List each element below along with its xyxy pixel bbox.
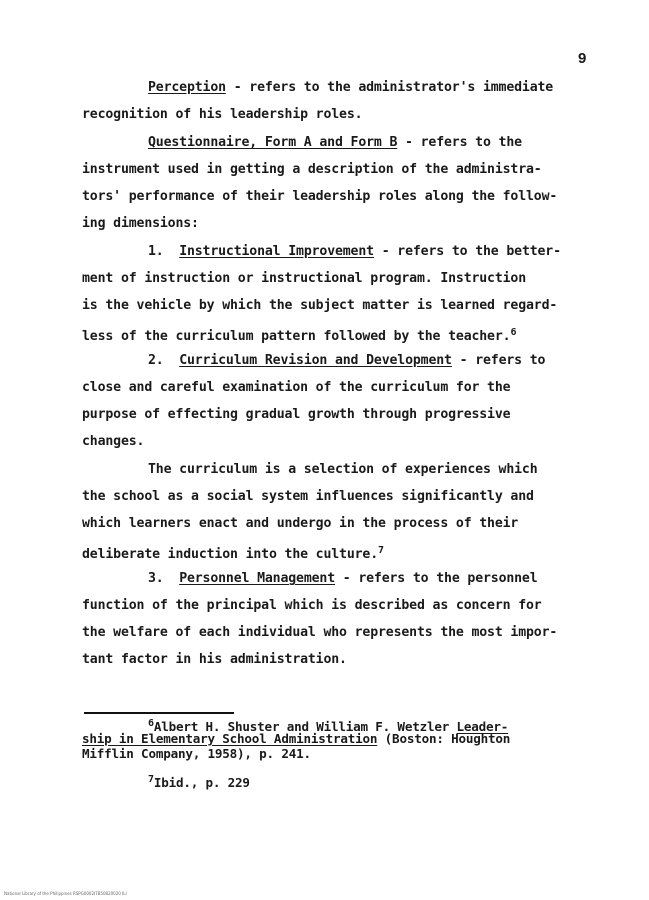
item3-number: 3.	[148, 571, 164, 586]
term-personnel-management: Personnel Management	[179, 571, 335, 586]
item1-line-3: is the vehicle by which the subject matter is learned regard-	[82, 298, 558, 313]
scan-footer: National Library of the Philippines RSPG0002I7B50820020 ILI	[4, 891, 127, 896]
term-instructional-improvement: Instructional Improvement	[179, 244, 374, 259]
footnote-6-line-2: ship in Elementary School Administration (Boston: Houghton	[82, 731, 511, 746]
footnote-separator	[84, 712, 234, 714]
questionnaire-line-1: Questionnaire, Form A and Form B - refers to the	[148, 135, 522, 150]
item3-line-2: function of the principal which is described as concern for	[82, 598, 542, 613]
questionnaire-line-4: ing dimensions:	[82, 216, 199, 231]
questionnaire-line-2: instrument used in getting a description of the administra-	[82, 162, 542, 177]
term-curriculum-revision: Curriculum Revision and Development	[179, 353, 452, 368]
item2-line-3: purpose of effecting gradual growth through progressive	[82, 407, 511, 422]
item3-line-4: tant factor in his administration.	[82, 652, 347, 667]
footnote-ref-6: 6	[510, 327, 517, 338]
footnote-ref-7: 7	[378, 545, 384, 556]
footnote-6-line-3: Mifflin Company, 1958), p. 241.	[82, 746, 311, 761]
questionnaire-line-3: tors' performance of their leadership roles along the follow-	[82, 189, 558, 204]
term-questionnaire: Questionnaire, Form A and Form B	[148, 135, 398, 150]
term-perception: Perception	[148, 80, 226, 95]
curriculum-line-2: the school as a social system influences significantly and	[82, 489, 534, 504]
footnote-7: $^7$Ibid., p. 229	[148, 774, 250, 790]
item2-line-4: changes.	[82, 434, 145, 449]
item1-line-2: ment of instruction or instructional program. Instruction	[82, 271, 527, 286]
item1-number: 1.	[148, 244, 164, 259]
perception-line-2: recognition of his leadership roles.	[82, 107, 363, 122]
item2-line-1: 2. Curriculum Revision and Development - refers to	[148, 353, 546, 368]
item1-line-1: 1. Instructional Improvement - refers to the better-	[148, 244, 561, 259]
item2-number: 2.	[148, 353, 164, 368]
item3-line-1: 3. Personnel Management - refers to the personnel	[148, 571, 538, 586]
item2-line-2: close and careful examination of the curriculum for the	[82, 380, 511, 395]
perception-line-1: Perception - refers to the administrator's immediate	[148, 80, 554, 95]
curriculum-line-3: which learners enact and undergo in the process of their	[82, 516, 519, 531]
footnote-6-line-1: $^6$Albert H. Shuster and William F. Wetzler Leader-	[148, 718, 509, 734]
page-number: 9	[578, 50, 587, 67]
curriculum-line-1: The curriculum is a selection of experiences which	[148, 462, 538, 477]
item3-line-3: the welfare of each individual who represents the most impor-	[82, 625, 558, 640]
curriculum-line-4: deliberate induction into the culture.$^7$	[82, 545, 384, 562]
item1-line-4: less of the curriculum pattern followed by the teacher.$^6$	[82, 327, 517, 344]
